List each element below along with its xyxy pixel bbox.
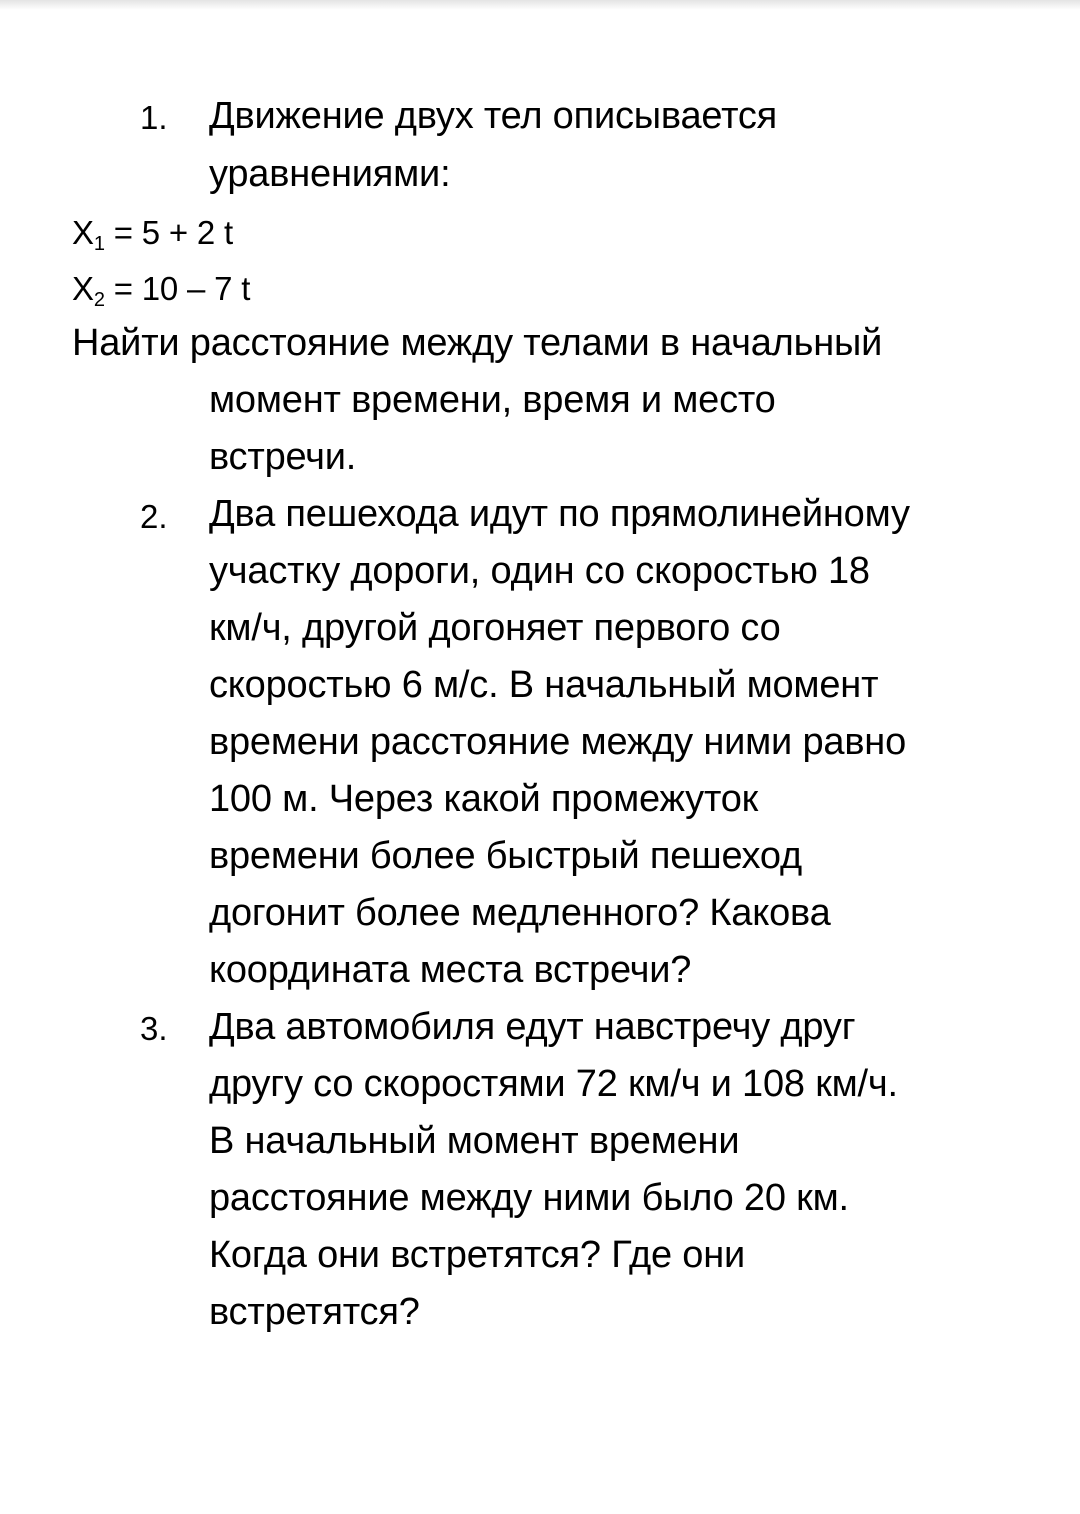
problem-2-line: Два пешехода идут по прямолинейному	[209, 493, 910, 535]
problem-1-question-line: момент времени, время и место	[209, 379, 776, 421]
problem-1-question-line: встречи.	[209, 436, 357, 478]
problem-2-line: догонит более медленного? Какова	[209, 892, 831, 934]
problem-1-line: Движение двух тел описывается	[209, 95, 778, 137]
problem-2-line: км/ч, другой догоняет первого со	[209, 607, 781, 649]
problem-3-line: Когда они встретятся? Где они	[209, 1234, 746, 1276]
problem-2-line: 100 м. Через какой промежуток	[209, 778, 759, 820]
problem-3-line: другу со скоростями 72 км/ч и 108 км/ч.	[209, 1063, 898, 1105]
problem-2-line: скоростью 6 м/с. В начальный момент	[209, 664, 879, 706]
problem-2-number: 2.	[140, 498, 168, 535]
problem-3-line: Два автомобиля едут навстречу друг	[209, 1006, 856, 1048]
problem-1-number: 1.	[140, 99, 168, 136]
problem-3-number: 3.	[140, 1010, 168, 1047]
problem-2-line: времени более быстрый пешеход	[209, 835, 802, 877]
problem-1-line: уравнениями:	[209, 153, 451, 195]
top-edge-shadow	[0, 0, 1080, 10]
problem-2-line: участку дороги, один со скоростью 18	[209, 550, 870, 592]
equation-1: $X_1 = 5 + 2$ t	[72, 214, 234, 255]
problem-3-line: расстояние между ними было 20 км.	[209, 1177, 849, 1219]
problem-3-line: встретятся?	[209, 1291, 420, 1333]
problem-2-line: координата места встречи?	[209, 949, 692, 991]
equation-2: $X_2 = 10 - 7$ t	[72, 270, 251, 311]
problem-3-line: В начальный момент времени	[209, 1120, 740, 1162]
problem-2-line: времени расстояние между ними равно	[209, 721, 907, 763]
problem-1-question-line: Найти расстояние между телами в начальный	[72, 322, 883, 364]
